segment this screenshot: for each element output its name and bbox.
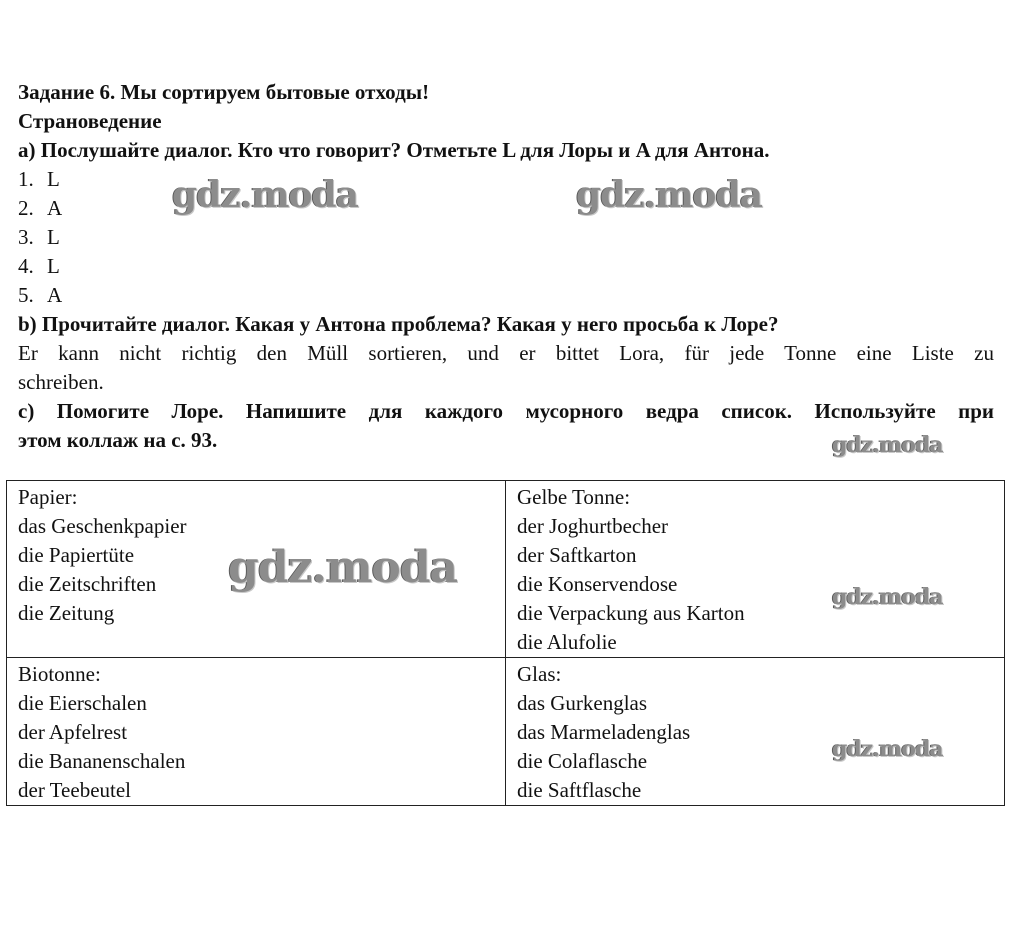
answer-value: L xyxy=(47,254,60,278)
watermark: gdz.moda xyxy=(832,432,943,458)
answer-value: L xyxy=(47,167,60,191)
bin-title: Gelbe Tonne: xyxy=(517,485,631,509)
table-row xyxy=(7,481,1005,658)
watermark: gdz.moda xyxy=(576,174,762,216)
watermark: gdz.moda xyxy=(228,542,458,593)
bin-title: Papier: xyxy=(18,485,78,509)
bin-cell-glass xyxy=(506,658,1005,806)
bin-item: das Gurkenglas xyxy=(517,691,648,715)
list-item xyxy=(18,223,994,252)
task-document xyxy=(18,78,994,455)
answer-number: 2. xyxy=(18,196,34,220)
bin-item: die Colaflasche xyxy=(517,749,648,773)
part-c-question-line2: этом коллаж на с. 93. xyxy=(18,428,218,452)
part-a-answer-list xyxy=(18,165,994,310)
bin-item: die Alufolie xyxy=(517,630,617,654)
bin-item: der Teebeutel xyxy=(18,778,131,802)
bin-item: die Verpackung aus Karton xyxy=(517,601,745,625)
list-item xyxy=(18,281,994,310)
part-c-question-line1: c) Помогите Лоре. Напишите для каждого мусорного ведра список. Используйте при xyxy=(18,399,994,423)
bin-cell-bio xyxy=(7,658,506,806)
bin-item: die Eierschalen xyxy=(18,691,147,715)
bin-item: die Zeitschriften xyxy=(18,572,157,596)
watermark: gdz.moda xyxy=(172,174,358,216)
bin-title: Glas: xyxy=(517,662,562,686)
bin-item: die Konservendose xyxy=(517,572,678,596)
bin-title: Biotonne: xyxy=(18,662,101,686)
bin-item: die Saftflasche xyxy=(517,778,642,802)
list-item xyxy=(18,194,994,223)
bin-cell-yellow xyxy=(506,481,1005,658)
bin-item: der Joghurtbecher xyxy=(517,514,669,538)
bin-item: der Saftkarton xyxy=(517,543,637,567)
watermark: gdz.moda xyxy=(832,736,943,762)
answer-number: 5. xyxy=(18,283,34,307)
task-subtitle: Страноведение xyxy=(18,109,162,133)
answer-value: L xyxy=(47,225,60,249)
answer-value: A xyxy=(47,283,63,307)
part-b-question: b) Прочитайте диалог. Какая у Антона проблема? Какая у него просьба к Лоре? xyxy=(18,312,779,336)
watermark: gdz.moda xyxy=(832,584,943,610)
bins-table xyxy=(6,480,1005,806)
answer-number: 4. xyxy=(18,254,34,278)
bin-item: der Apfelrest xyxy=(18,720,128,744)
answer-number: 3. xyxy=(18,225,34,249)
part-b-answer-line1: Er kann nicht richtig den Müll sortieren, und er bittet Lora, für jede Tonne eine Liste zu xyxy=(18,341,994,365)
bin-item: das Marmeladenglas xyxy=(517,720,691,744)
bin-item: die Zeitung xyxy=(18,601,115,625)
bin-item: die Papiertüte xyxy=(18,543,135,567)
list-item xyxy=(18,252,994,281)
list-item xyxy=(18,165,994,194)
bin-cell-paper xyxy=(7,481,506,658)
part-a-question: a) Послушайте диалог. Кто что говорит? Отметьте L для Лоры и A для Антона. xyxy=(18,138,770,162)
task-title: Задание 6. Мы сортируем бытовые отходы! xyxy=(18,80,430,104)
table-row xyxy=(7,658,1005,806)
bin-item: das Geschenkpapier xyxy=(18,514,187,538)
answer-number: 1. xyxy=(18,167,34,191)
answer-value: A xyxy=(47,196,63,220)
bin-item: die Bananenschalen xyxy=(18,749,186,773)
part-b-answer-line2: schreiben. xyxy=(18,370,104,394)
